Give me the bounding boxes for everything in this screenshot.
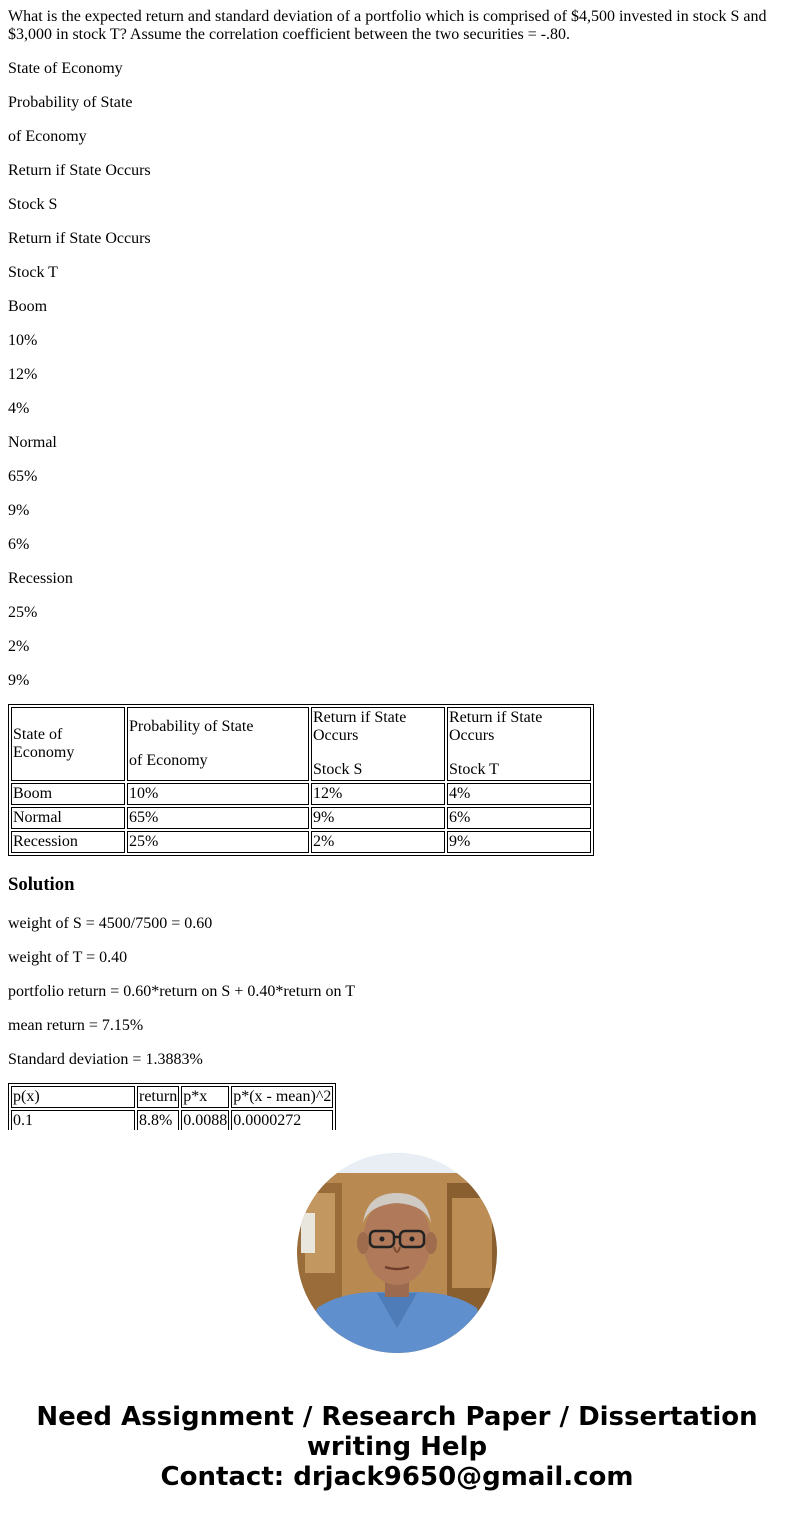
table-cell: 0.0000272 xyxy=(231,1110,333,1130)
footer-banner xyxy=(0,1402,794,1492)
solution-line: mean return = 7.15% xyxy=(8,1017,144,1034)
table-row xyxy=(11,807,591,829)
table-cell: 0.0088 xyxy=(181,1110,229,1130)
flat-line: 9% xyxy=(8,672,30,689)
flat-text-block xyxy=(8,60,786,690)
solution-line: Standard deviation = 1.3883% xyxy=(8,1051,203,1068)
table-cell: 9% xyxy=(447,831,591,853)
footer-line: writing Help xyxy=(306,1432,488,1462)
table-row xyxy=(11,783,591,805)
question-text: What is the expected return and standard deviation of a portfolio which is comprised of $4,500 invested in stock S and $3,000 in stock T? Assume the correlation coefficient between the two securities = -.80. xyxy=(8,8,767,43)
flat-line: Boom xyxy=(8,298,48,315)
avatar xyxy=(297,1153,497,1353)
header-return-t: Return if State Occurs Stock T xyxy=(447,707,591,781)
calc-header-cell: p(x) xyxy=(11,1086,135,1108)
solution-lines xyxy=(8,915,786,1069)
flat-line: Return if State Occurs xyxy=(8,162,151,179)
flat-line: Return if State Occurs xyxy=(8,230,151,247)
table-row xyxy=(11,1110,333,1130)
table-cell: Boom xyxy=(11,783,125,805)
flat-line: 2% xyxy=(8,638,30,655)
flat-line: Stock S xyxy=(8,196,58,213)
flat-line: 6% xyxy=(8,536,30,553)
table-cell: 10% xyxy=(127,783,309,805)
state-table-header xyxy=(11,707,591,781)
table-cell: 25% xyxy=(127,831,309,853)
flat-line: Normal xyxy=(8,434,57,451)
calc-table xyxy=(8,1083,336,1130)
header-return-s: Return if State Occurs Stock S xyxy=(311,707,445,781)
flat-line: State of Economy xyxy=(8,60,123,77)
flat-line: of Economy xyxy=(8,128,87,145)
document-body xyxy=(8,8,786,1130)
solution-heading: Solution xyxy=(8,874,75,895)
header-state: State of Economy xyxy=(11,707,125,781)
flat-line: 12% xyxy=(8,366,38,383)
table-cell: Normal xyxy=(11,807,125,829)
solution-line: weight of S = 4500/7500 = 0.60 xyxy=(8,915,213,932)
table-cell: 2% xyxy=(311,831,445,853)
flat-line: 10% xyxy=(8,332,38,349)
solution-line: portfolio return = 0.60*return on S + 0.40*return on T xyxy=(8,983,356,1000)
footer-line: Need Assignment / Research Paper / Dissertation xyxy=(36,1402,758,1432)
flat-line: 4% xyxy=(8,400,30,417)
table-cell: 12% xyxy=(311,783,445,805)
calc-header-cell: return xyxy=(137,1086,179,1108)
footer-contact: Contact: drjack9650@gmail.com xyxy=(160,1462,634,1492)
calc-header-cell: p*(x - mean)^2 xyxy=(231,1086,333,1108)
flat-line: 65% xyxy=(8,468,38,485)
table-cell: 0.1 xyxy=(11,1110,135,1130)
calc-table-clip xyxy=(8,1083,786,1130)
calc-header-cell: p*x xyxy=(181,1086,229,1108)
flat-line: Stock T xyxy=(8,264,58,281)
table-cell: Recession xyxy=(11,831,125,853)
table-cell: 9% xyxy=(311,807,445,829)
table-cell: 6% xyxy=(447,807,591,829)
avatar-portrait xyxy=(297,1153,497,1353)
flat-line: Recession xyxy=(8,570,73,587)
flat-line: 9% xyxy=(8,502,30,519)
calc-table-header xyxy=(11,1086,333,1108)
table-cell: 4% xyxy=(447,783,591,805)
header-probability: Probability of State of Economy xyxy=(127,707,309,781)
face xyxy=(363,1197,431,1285)
table-cell: 65% xyxy=(127,807,309,829)
table-row xyxy=(11,831,591,853)
table-cell: 8.8% xyxy=(137,1110,179,1130)
solution-line: weight of T = 0.40 xyxy=(8,949,128,966)
state-table xyxy=(8,704,594,856)
flat-line: Probability of State xyxy=(8,94,133,111)
flat-line: 25% xyxy=(8,604,38,621)
